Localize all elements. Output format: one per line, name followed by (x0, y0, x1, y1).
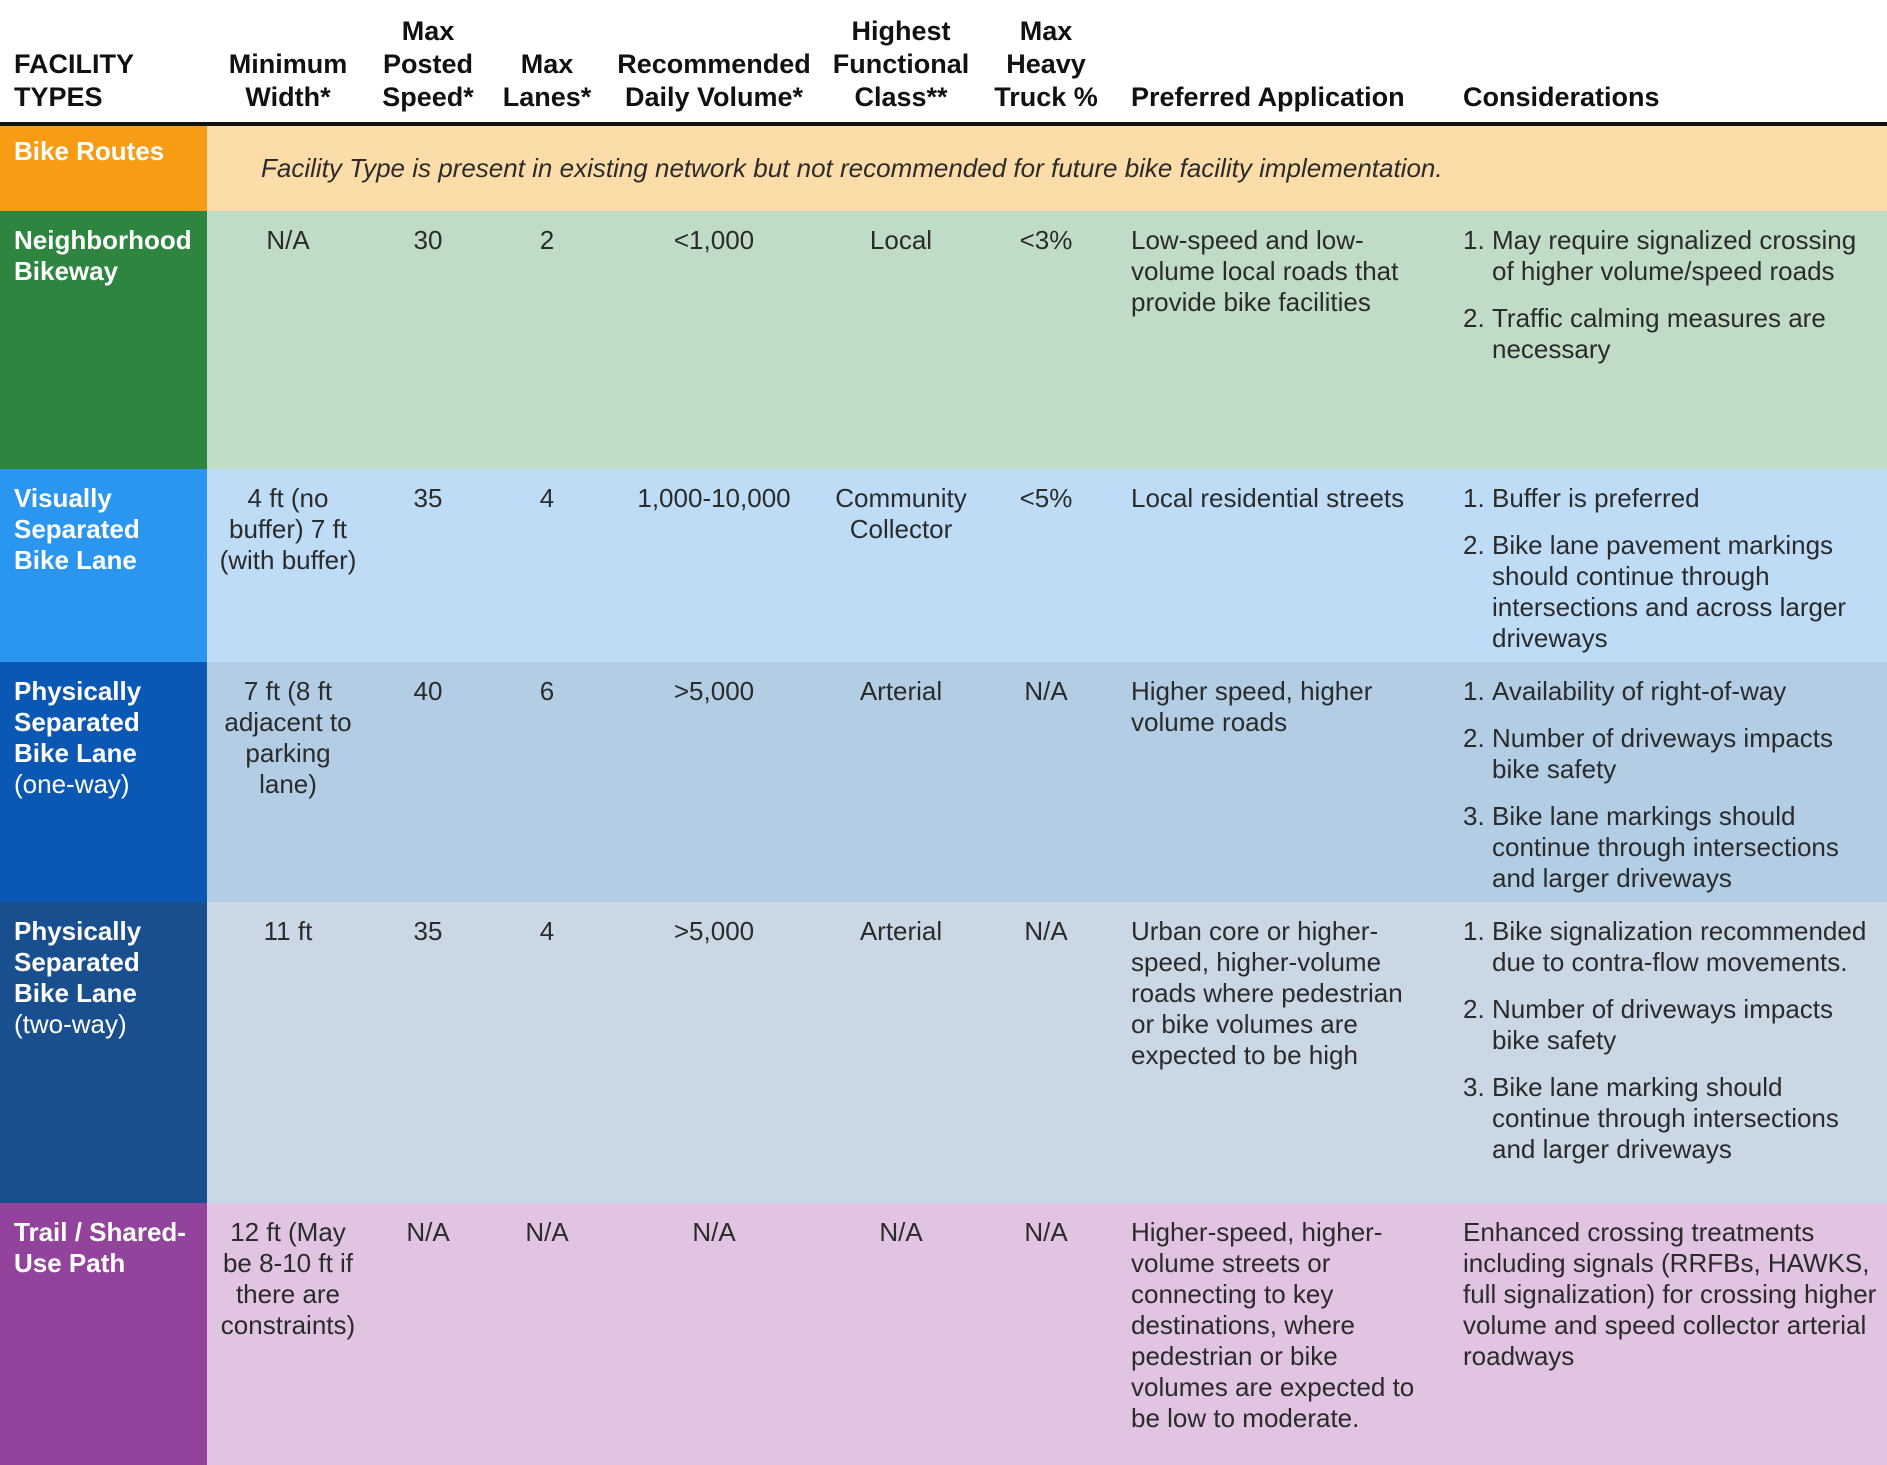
table-row (0, 1203, 1887, 1465)
facility-type-cell (0, 1203, 207, 1465)
list-item: 1. Availability of right-of-way (1463, 676, 1787, 706)
facility-type-subtitle: (one-way) (14, 769, 130, 799)
facility-type-name: Physically Separated Bike Lane (14, 916, 142, 1008)
facility-type-cell (0, 902, 207, 1203)
considerations-cell (1445, 469, 1887, 662)
max-speed-cell: 35 (369, 469, 487, 662)
considerations-cell: Enhanced crossing treatments including signals (RRFBs, HAWKS, full signalization) for crossing higher volume and speed collector arterial roadways (1445, 1203, 1887, 1465)
list-item: 1. Buffer is preferred (1463, 483, 1700, 513)
facility-type-cell (0, 662, 207, 902)
considerations-cell (1445, 211, 1887, 469)
header-recommended-daily-volume: Recommended Daily Volume* (607, 0, 821, 124)
list-item: 1. Bike signalization recommended due to contra-flow movements. (1463, 916, 1867, 977)
functional-class-cell: Arterial (821, 902, 981, 1203)
max-speed-cell: 40 (369, 662, 487, 902)
list-item: 2. Bike lane pavement markings should continue through intersections and across larger driveways (1463, 530, 1847, 653)
functional-class-cell: Community Collector (821, 469, 981, 662)
daily-volume-cell: <1,000 (607, 211, 821, 469)
minimum-width-cell: 11 ft (207, 902, 369, 1203)
minimum-width-cell: 4 ft (no buffer) 7 ft (with buffer) (207, 469, 369, 662)
facility-type-name: Visually Separated Bike Lane (14, 483, 140, 575)
list-item: 1. May require signalized crossing of higher volume/speed roads (1463, 225, 1857, 286)
max-lanes-cell: 2 (487, 211, 607, 469)
header-max-lanes: Max Lanes* (487, 0, 607, 124)
header-row (0, 0, 1887, 124)
header-max-posted-speed: Max Posted Speed* (369, 0, 487, 124)
considerations-cell (1445, 902, 1887, 1203)
heavy-truck-cell: N/A (981, 902, 1111, 1203)
list-item: 3. Bike lane markings should continue through intersections and larger driveways (1463, 801, 1839, 893)
heavy-truck-cell: N/A (981, 662, 1111, 902)
table-row (0, 211, 1887, 469)
facility-type-cell: Bike Routes (0, 124, 207, 211)
list-item: 2. Number of driveways impacts bike safety (1463, 723, 1833, 784)
max-speed-cell: 35 (369, 902, 487, 1203)
facility-type-name: Trail / Shared-Use Path (14, 1217, 186, 1278)
heavy-truck-cell: <5% (981, 469, 1111, 662)
facility-type-subtitle: (two-way) (14, 1009, 127, 1039)
max-lanes-cell: 4 (487, 902, 607, 1203)
minimum-width-cell: 12 ft (May be 8-10 ft if there are constraints) (207, 1203, 369, 1465)
header-facility-types: FACILITY TYPES (0, 0, 207, 124)
table-row-bike-routes (0, 124, 1887, 211)
max-lanes-cell: 4 (487, 469, 607, 662)
table-row (0, 902, 1887, 1203)
max-lanes-cell: 6 (487, 662, 607, 902)
functional-class-cell: N/A (821, 1203, 981, 1465)
header-highest-functional-class: Highest Functional Class** (821, 0, 981, 124)
facility-type-cell (0, 211, 207, 469)
facility-type-cell (0, 469, 207, 662)
max-lanes-cell: N/A (487, 1203, 607, 1465)
table-row (0, 469, 1887, 662)
preferred-application-cell: Higher-speed, higher-volume streets or connecting to key destinations, where pedestrian or bike volumes are expected to be low to moderate. (1111, 1203, 1445, 1465)
list-item: 3. Bike lane marking should continue through intersections and larger driveways (1463, 1072, 1839, 1164)
facility-type-name: Physically Separated Bike Lane (14, 676, 142, 768)
daily-volume-cell: >5,000 (607, 662, 821, 902)
list-item: 2. Traffic calming measures are necessary (1463, 303, 1826, 364)
considerations-cell (1445, 662, 1887, 902)
heavy-truck-cell: <3% (981, 211, 1111, 469)
bike-routes-note: Facility Type is present in existing network but not recommended for future bike facility implementation. (207, 124, 1887, 211)
facility-type-name: Neighborhood Bikeway (14, 225, 192, 286)
max-speed-cell: N/A (369, 1203, 487, 1465)
daily-volume-cell: N/A (607, 1203, 821, 1465)
functional-class-cell: Arterial (821, 662, 981, 902)
preferred-application-cell: Higher speed, higher volume roads (1111, 662, 1445, 902)
daily-volume-cell: >5,000 (607, 902, 821, 1203)
minimum-width-cell: 7 ft (8 ft adjacent to parking lane) (207, 662, 369, 902)
preferred-application-cell: Low-speed and low-volume local roads that provide bike facilities (1111, 211, 1445, 469)
preferred-application-cell: Urban core or higher-speed, higher-volume roads where pedestrian or bike volumes are expected to be high (1111, 902, 1445, 1203)
header-considerations: Considerations (1445, 0, 1887, 124)
daily-volume-cell: 1,000-10,000 (607, 469, 821, 662)
functional-class-cell: Local (821, 211, 981, 469)
table-row (0, 662, 1887, 902)
list-item: 2. Number of driveways impacts bike safety (1463, 994, 1833, 1055)
max-speed-cell: 30 (369, 211, 487, 469)
heavy-truck-cell: N/A (981, 1203, 1111, 1465)
preferred-application-cell: Local residential streets (1111, 469, 1445, 662)
minimum-width-cell: N/A (207, 211, 369, 469)
header-max-heavy-truck: Max Heavy Truck % (981, 0, 1111, 124)
header-preferred-application: Preferred Application (1111, 0, 1445, 124)
header-minimum-width: Minimum Width* (207, 0, 369, 124)
